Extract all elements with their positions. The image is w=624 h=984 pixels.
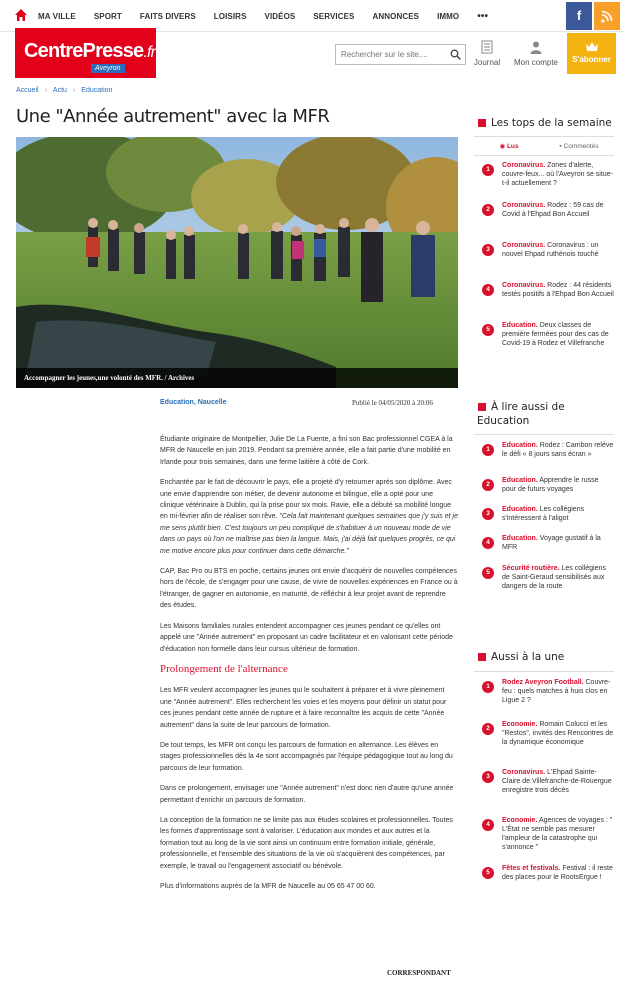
crown-icon [585, 41, 599, 52]
list-item[interactable]: 3 Education. Les collégiens s'intéressent à l'aligot [474, 505, 614, 534]
site-logo[interactable] [15, 28, 156, 78]
list-item[interactable]: 5 Education. Deux classes de première fermées pour des cas de Covid-19 à Rodez et Villefranche [474, 321, 614, 361]
article-paragraph: Enchantée par le fait de découvrir le pays, elle a projeté d'y retourner après son diplôme. Avec une envie d'apprendre son métier, de devenir autonome et bilingue, elle a opté pour une clinique vétérinaire à Dublin, qui la prise pour six mois. Ravie, elle a débuté sa mobilité longue en mi-février afin de réaliser son rêve. "Cela fait maintenant quelques semaines que j'y suis et je me sens plutôt bien. C'est toujours un peu compliqué de s'habituer à un nouveau mode de vie dans un pays où l'on ne maîtrise pas bien la langue. Mais, j'ai déjà fait quelques progrès, ce qui me motive encore plus pour continuer dans cette démarche." [160, 479, 458, 555]
article-paragraph: La conception de la formation ne se limite pas aux études scolaires et professionnelles. Toutes les formes d'apprentissage sont à valoriser. L'éducation aux mondes et aux autres et la formation tout au long de la vie sont ainsi un continuum entre formation initiale, générale, professionnelle, et l'ensemble des situations de la vie où s'acquièrent des compétences, par exemple, le travail ou l'engagement associatif ou bénévole. [160, 816, 453, 870]
nav-more-button[interactable]: ••• [477, 10, 489, 22]
sidebar-tops [474, 116, 614, 361]
sidebar-front-title: Aussi à la une [474, 650, 614, 664]
list-item[interactable]: 5 Fêtes et festivals. Festival : il reste des places pour le RootsErgue ! [474, 864, 614, 900]
article-quote: "Cela fait maintenant quelques semaines que j'y suis et je me sens plutôt bien. C'est toujours un peu compliqué de s'habituer à un nouveau mode de vie dans un pays où l'on ne maîtrise pas bien la langue. Mais, j'ai déjà fait quelques progrès, ce qui me motive encore plus pour continuer dans cette démarche." [160, 513, 458, 555]
account-label: Mon compte [513, 58, 559, 67]
photo-caption: Accompagner les jeunes,une volonté des MFR. / Archives [16, 368, 458, 388]
list-item[interactable]: 3 Coronavirus. Coronavirus : un nouvel Ehpad ruthénois touché [474, 241, 614, 281]
list-item[interactable]: 4 Coronavirus. Rodez : 44 résidents testés positifs à l'Ehpad Bon Accueil [474, 281, 614, 321]
article-paragraph: Les MFR veulent accompagner les jeunes qui le souhaitent à préparer et à vivre pleinement une "Année autrement". Elles recherchent les voies et les moyens pour définir un statut pour ces jeunes pendant cette année de rupture et à faire reconnaître les acquis de cette "Année autrement" dans la suite de leur parcours de formation. [160, 687, 447, 729]
article-paragraph: Plus d'informations auprès de la MFR de Naucelle au 05 65 47 00 60. [160, 883, 376, 890]
home-icon[interactable] [14, 8, 28, 22]
nav-item-sport[interactable]: SPORT [93, 11, 122, 21]
list-item[interactable]: 2 Education. Apprendre le russe pour de futurs voyages [474, 476, 614, 505]
nav-item-services[interactable]: SERVICES [313, 11, 355, 21]
section-marker-icon [478, 403, 486, 411]
sidebar-tabs [474, 137, 614, 155]
list-item[interactable]: 1 Rodez Aveyron Football. Couvre-feu : quels matches à huis clos en Ligue 2 ? [474, 678, 614, 720]
breadcrumb: Accueil › Actu › Education [16, 87, 113, 94]
sidebar-related [474, 400, 614, 604]
subscribe-label: S'abonner [572, 55, 611, 64]
sidebar-related-subtitle: Education [477, 415, 530, 427]
article-paragraph: Dans ce prolongement, envisager une "Année autrement" n'est donc rien d'autre qu'une année permettant d'enrichir un parcours de formation. [160, 785, 454, 804]
list-item[interactable]: 4 Education. Voyage gustatif à la MFR [474, 534, 614, 564]
nav-item-annonces[interactable]: ANNONCES [372, 11, 420, 21]
nav-item-loisirs[interactable]: LOISIRS [213, 11, 247, 21]
sidebar-tops-title: Les tops de la semaine [474, 116, 614, 130]
comment-icon: ▪ [559, 142, 562, 150]
field-photo-illustration [16, 137, 458, 388]
article-categories[interactable]: Education, Naucelle [160, 399, 227, 406]
article-title: Une "Année autrement" avec la MFR [16, 106, 330, 127]
nav-item-faits-divers[interactable]: FAITS DIVERS [139, 11, 196, 21]
article-paragraph: Les Maisons familiales rurales entendent accompagner ces jeunes pendant ce qu'elles ont appelé une "Année autrement" en proposant un cadre facilitateur et en valorisant cette période d'éducation non formelle dans leur cursus ultérieur de formation. [160, 622, 453, 653]
rss-icon[interactable] [594, 2, 620, 30]
logo-text: CentrePresse.fr [24, 40, 156, 62]
article-paragraph: De tout temps, les MFR ont conçu les parcours de formation en alternance. Les élèves en stages professionnelles dès la 4e sont accompagnés par l'équipe pédagogique tout au long du parcours de leur formation. [160, 741, 453, 772]
list-item[interactable]: 5 Sécurité routière. Les collégiens de Saint-Geraud sensibilisés aux dangers de la route [474, 564, 614, 604]
account-button[interactable] [511, 40, 561, 67]
subscribe-button[interactable] [567, 33, 616, 74]
breadcrumb-actu[interactable]: Actu [52, 87, 67, 94]
article-author: CORRESPONDANT [387, 969, 451, 977]
list-item[interactable]: 3 Coronavirus. L'Ehpad Sainte-Claire de Villefranche-de-Rouergue enregistre trois décès [474, 768, 614, 816]
user-icon [529, 40, 543, 54]
search-box [335, 44, 466, 65]
nav-item-ma-ville[interactable]: MA VILLE [38, 11, 76, 21]
journal-label: Journal [473, 58, 501, 67]
logo-region: Aveyron [91, 64, 125, 73]
article-paragraph: CAP, Bac Pro ou BTS en poche, certains jeunes ont envie d'acquérir de nouvelles compétences hors de l'école, de s'engager pour une cause, de vivre de nouvelles expériences en France ou à l'étranger, de gagner en autonomie, en maturité, de réfléchir à leur projet avant de reprendre des études. [160, 568, 458, 610]
eye-icon: ◉ [499, 143, 506, 150]
sidebar-related-title: À lire aussi de [474, 400, 614, 414]
nav-item-immo[interactable]: IMMO [437, 11, 460, 21]
article-subtitle: Prolongement de l'alternance [160, 662, 288, 675]
article-photo [16, 137, 458, 388]
facebook-icon[interactable]: f [566, 2, 592, 30]
tab-read[interactable]: ◉ Lus [499, 143, 519, 150]
journal-button[interactable] [462, 40, 512, 67]
breadcrumb-education[interactable]: Education [81, 87, 113, 94]
newspaper-icon [481, 40, 493, 54]
section-marker-icon [478, 653, 486, 661]
search-icon[interactable] [450, 49, 461, 60]
search-input[interactable] [341, 50, 446, 59]
section-marker-icon [478, 119, 486, 127]
list-item[interactable]: 2 Economie. Romain Colucci et les "Restos", invités des Rencontres de la dynamique économique [474, 720, 614, 768]
nav-item-videos[interactable]: VIDÉOS [264, 11, 296, 21]
list-item[interactable]: 4 Economie. Agences de voyages : " L'État ne semble pas mesurer l'ampleur de la catastrophe qui s'annonce " [474, 816, 614, 864]
sidebar-front-page [474, 650, 614, 900]
tab-comments[interactable]: ▪ Commentés [559, 142, 599, 150]
article-body [160, 434, 458, 901]
article-paragraph: Étudiante originaire de Montpellier, Julie De La Fuente, a fini son Bac professionnel CGEA à la MFR de Naucelle en juin 2019. Pendant sa première année, elle a fait partie d'une mobilité en Irlande pour trois semaines, dans une ferme laitière à côté de Cork. [160, 436, 453, 466]
list-item[interactable]: 1 Education. Rodez : Cambon relève le défi « 8 jours sans écran » [474, 441, 614, 476]
list-item[interactable]: 1 Coronavirus. Zones d'alerte, couvre-feux... où l'Aveyron se situe-t-il actuellement ? [474, 161, 614, 201]
article-date: Publié le 04/05/2020 à 20:06 [352, 399, 433, 407]
list-item[interactable]: 2 Coronavirus. Rodez : 59 cas de Covid à l'Ehpad Bon Accueil [474, 201, 614, 241]
breadcrumb-home[interactable]: Accueil [16, 87, 39, 94]
